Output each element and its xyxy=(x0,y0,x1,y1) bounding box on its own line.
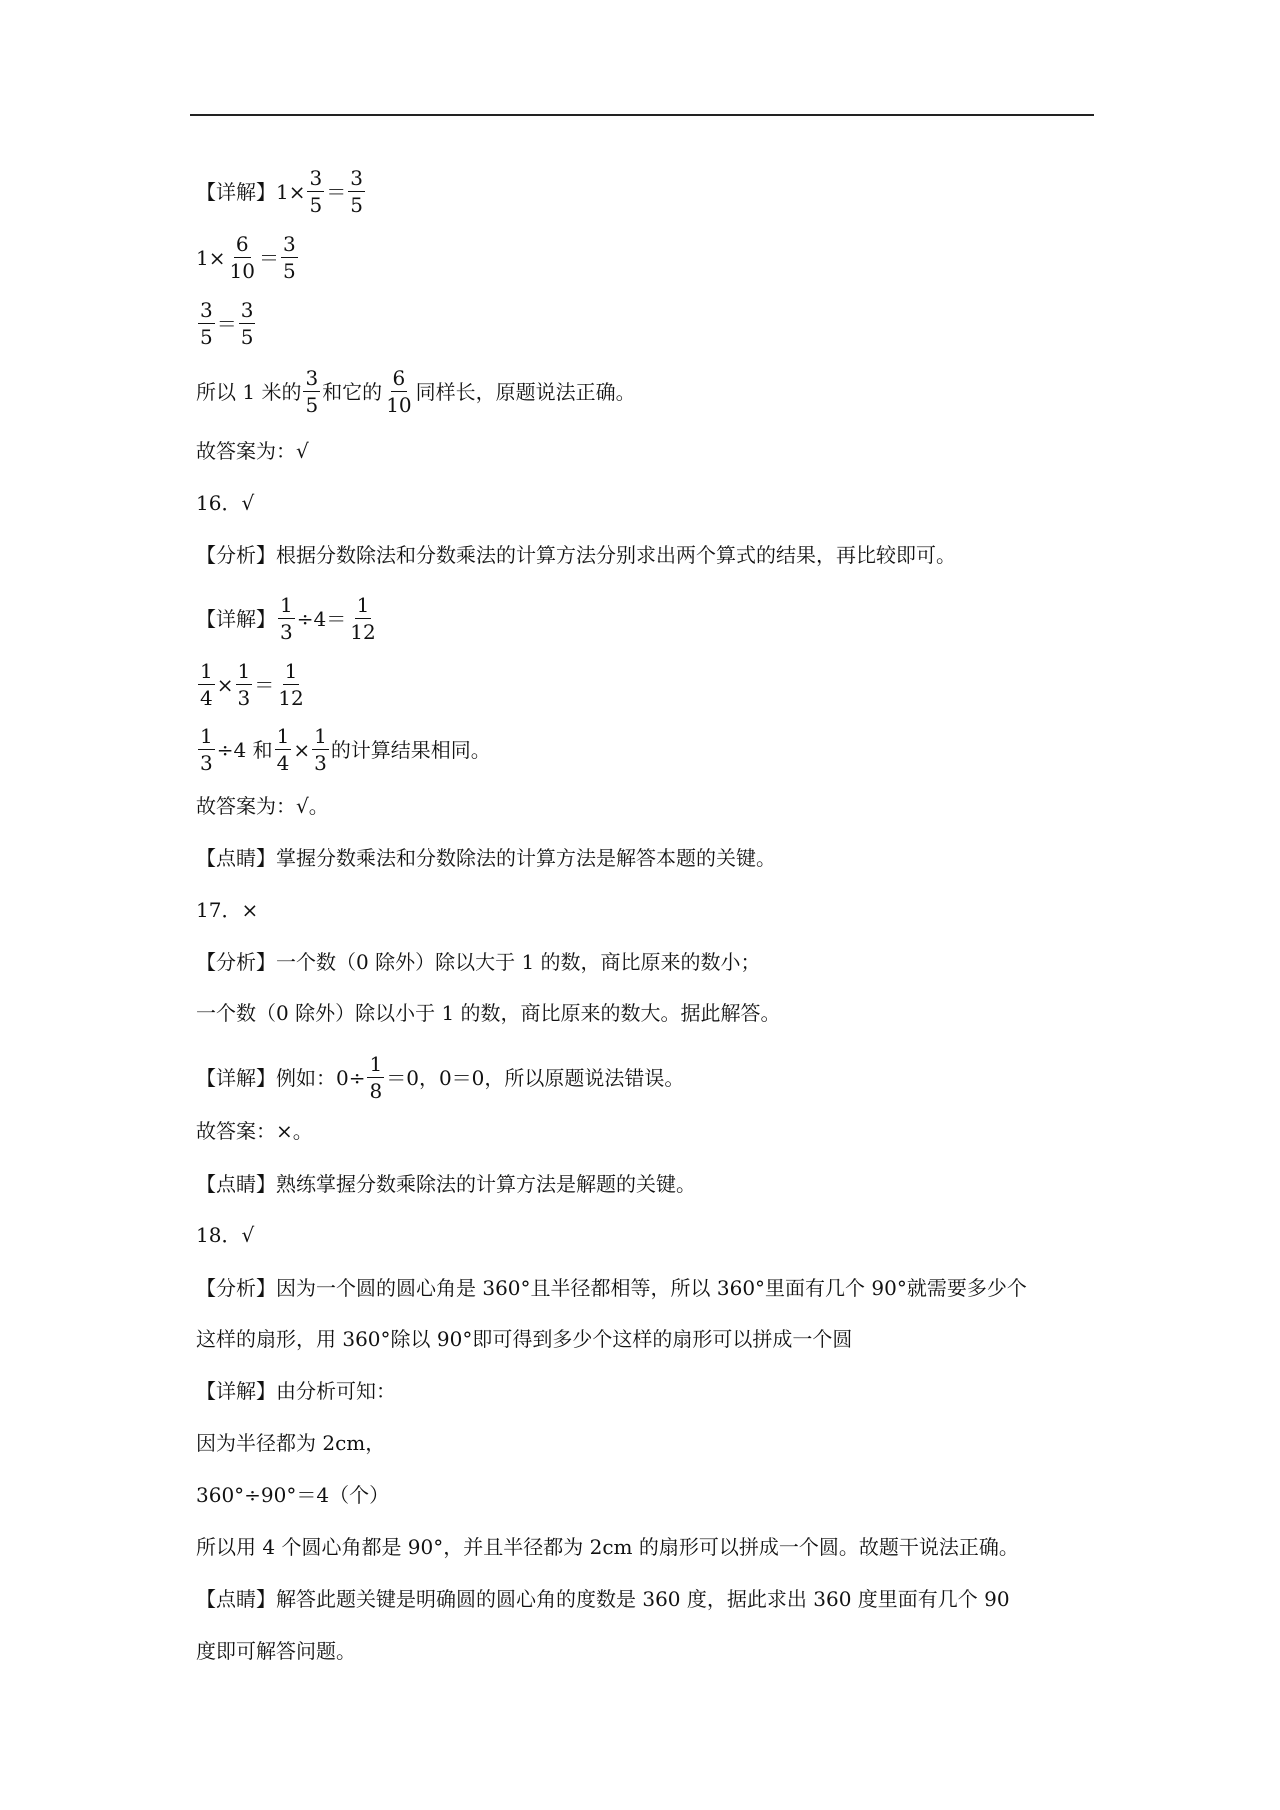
denominator: 5 xyxy=(200,325,213,349)
operator: × xyxy=(216,672,234,697)
numerator: 1 xyxy=(369,1052,383,1076)
text-segment: ＝0，0＝0，所以原题说法错误。 xyxy=(386,1065,685,1090)
q15-detail-line-3 xyxy=(196,300,257,347)
text-segment: ÷4 和 xyxy=(216,737,273,762)
numerator: 6 xyxy=(235,232,249,256)
numerator: 6 xyxy=(392,366,406,390)
q16-detail-line-3 xyxy=(196,726,491,773)
q16-detail-line-2 xyxy=(196,661,308,708)
numerator: 1 xyxy=(200,659,213,683)
q17-tip: 【点睛】熟练掌握分数乘除法的计算方法是解题的关键。 xyxy=(196,1172,696,1196)
numerator: 1 xyxy=(284,659,298,683)
q15-detail-line-1 xyxy=(196,168,367,215)
fraction xyxy=(367,1054,384,1101)
q18-detail: 【详解】由分析可知： xyxy=(196,1379,396,1403)
text-segment: 同样长，原题说法正确。 xyxy=(415,379,636,404)
fraction xyxy=(227,234,256,281)
q18-analysis-1: 【分析】因为一个圆的圆心角是 360°且半径都相等，所以 360°里面有几个 90°就需要多少个 xyxy=(196,1276,1027,1300)
fraction xyxy=(275,726,292,773)
q17-detail xyxy=(196,1054,684,1101)
numerator: 3 xyxy=(282,232,296,256)
denominator: 4 xyxy=(276,751,290,775)
numerator: 3 xyxy=(350,166,363,190)
equals-sign: ＝ xyxy=(254,672,275,697)
header-rule xyxy=(190,114,1094,116)
denominator: 5 xyxy=(305,393,319,417)
denominator: 8 xyxy=(369,1079,383,1103)
q15-conclusion xyxy=(196,368,636,415)
q17-title: 17．× xyxy=(196,898,259,922)
fraction xyxy=(198,300,215,347)
operator: × xyxy=(293,737,311,762)
operator: ÷4＝ xyxy=(296,606,347,631)
q18-line-2: 360°÷90°＝4（个） xyxy=(196,1483,390,1507)
denominator: 12 xyxy=(350,620,376,644)
fraction xyxy=(276,661,305,708)
q18-tip-1: 【点睛】解答此题关键是明确圆的圆心角的度数是 360 度，据此求出 360 度里面有几个 90 xyxy=(196,1587,1010,1611)
expr-prefix: 1× xyxy=(196,245,226,270)
denominator: 4 xyxy=(200,686,213,710)
text-segment: 所以 1 米的 xyxy=(196,379,302,404)
numerator: 1 xyxy=(314,724,327,748)
q18-tip-2: 度即可解答问题。 xyxy=(196,1639,356,1663)
numerator: 3 xyxy=(309,166,323,190)
fraction xyxy=(198,726,215,773)
q18-title: 18．√ xyxy=(196,1223,255,1247)
text-segment: 的计算结果相同。 xyxy=(330,737,491,762)
denominator: 10 xyxy=(229,259,255,283)
equals-sign: ＝ xyxy=(258,245,279,270)
denominator: 3 xyxy=(314,751,327,775)
equals-sign: ＝ xyxy=(216,311,237,336)
fraction xyxy=(236,661,253,708)
numerator: 3 xyxy=(240,298,254,322)
fraction xyxy=(348,168,365,215)
fraction xyxy=(348,595,377,642)
numerator: 1 xyxy=(356,593,370,617)
q18-line-3: 所以用 4 个圆心角都是 90°，并且半径都为 2cm 的扇形可以拼成一个圆。故题干说法正确。 xyxy=(196,1535,1019,1559)
denominator: 3 xyxy=(237,686,251,710)
q16-title: 16．√ xyxy=(196,491,255,515)
q16-analysis: 【分析】根据分数除法和分数乘法的计算方法分别求出两个算式的结果，再比较即可。 xyxy=(196,543,956,567)
numerator: 1 xyxy=(280,593,293,617)
equals-sign: ＝ xyxy=(326,179,347,204)
denominator: 10 xyxy=(386,393,412,417)
q17-answer: 故答案：×。 xyxy=(196,1119,313,1143)
q18-analysis-2: 这样的扇形，用 360°除以 90°即可得到多少个这样的扇形可以拼成一个圆 xyxy=(196,1327,853,1351)
denominator: 3 xyxy=(280,620,293,644)
detail-tag: 【详解】 xyxy=(196,179,276,204)
denominator: 3 xyxy=(200,751,213,775)
numerator: 1 xyxy=(237,659,251,683)
text-segment: 和它的 xyxy=(322,379,383,404)
text-segment: 【详解】例如：0÷ xyxy=(196,1065,366,1090)
numerator: 1 xyxy=(276,724,290,748)
q17-analysis-1: 【分析】一个数（0 除外）除以大于 1 的数，商比原来的数小； xyxy=(196,950,761,974)
fraction xyxy=(303,368,320,415)
fraction xyxy=(384,368,413,415)
expr-prefix: 1× xyxy=(276,179,306,204)
numerator: 3 xyxy=(305,366,319,390)
fraction xyxy=(312,726,329,773)
q17-analysis-2: 一个数（0 除外）除以小于 1 的数，商比原来的数大。据此解答。 xyxy=(196,1001,781,1025)
fraction xyxy=(198,661,215,708)
q16-detail-line-1 xyxy=(196,595,380,642)
fraction xyxy=(307,168,324,215)
fraction xyxy=(278,595,295,642)
q16-tip: 【点睛】掌握分数乘法和分数除法的计算方法是解答本题的关键。 xyxy=(196,846,776,870)
fraction xyxy=(239,300,256,347)
numerator: 1 xyxy=(200,724,213,748)
detail-tag: 【详解】 xyxy=(196,606,276,631)
q15-detail-line-2 xyxy=(196,234,300,281)
q15-answer: 故答案为：√ xyxy=(196,439,309,463)
denominator: 5 xyxy=(309,193,323,217)
denominator: 5 xyxy=(350,193,363,217)
q16-answer: 故答案为：√。 xyxy=(196,794,329,818)
denominator: 5 xyxy=(282,259,296,283)
q18-line-1: 因为半径都为 2cm， xyxy=(196,1431,386,1455)
denominator: 12 xyxy=(278,686,304,710)
numerator: 3 xyxy=(200,298,213,322)
fraction xyxy=(281,234,298,281)
denominator: 5 xyxy=(240,325,254,349)
